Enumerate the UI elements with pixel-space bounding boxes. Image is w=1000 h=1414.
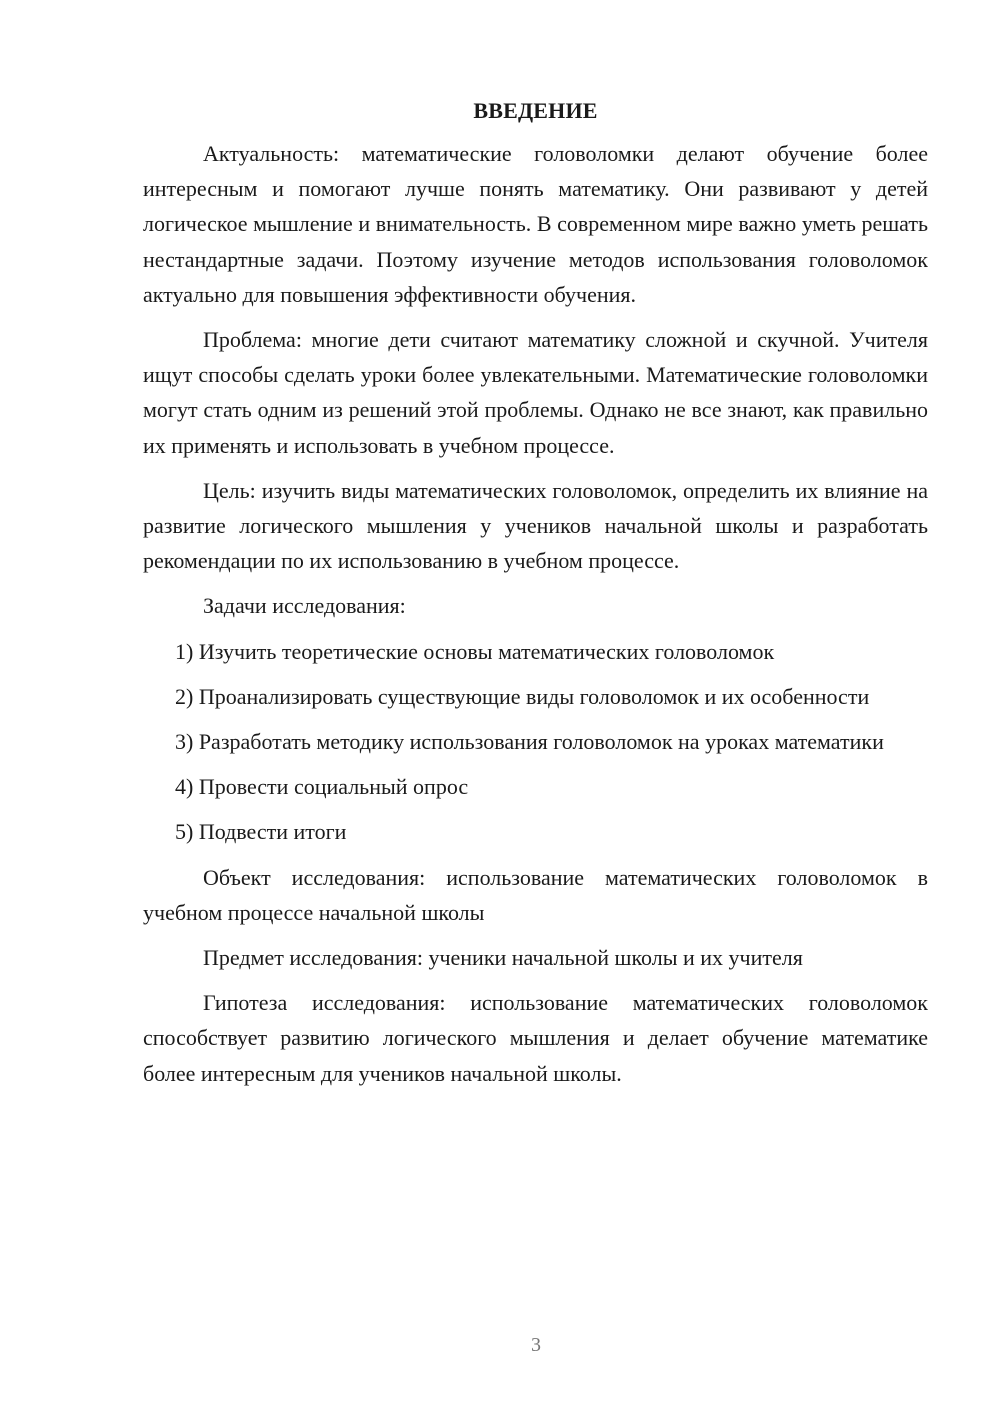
paragraph-relevance: Актуальность: математические головоломки делают обучение более интересным и помогают лучше понять математику. Они развивают у детей логическое мышление и внимательность. В современном мире важно уметь решать нестандартные задачи. Поэтому изучение методов использования головоломок актуально для повышения эффективности обучения.: [143, 141, 928, 307]
paragraph-subject: Предмет исследования: ученики начальной школы и их учителя: [203, 945, 803, 971]
page-title: ВВЕДЕНИЕ: [473, 98, 598, 123]
paragraph-goal: Цель: изучить виды математических головоломок, определить их влияние на развитие логического мышления у учеников начальной школы и разработать рекомендации по их использованию в учебном процессе.: [143, 477, 928, 574]
tasks-heading: Задачи исследования:: [203, 593, 406, 619]
paragraph-hypothesis: Гипотеза исследования: использование математических головоломок способствует развитию логического мышления и делает обучение математике более интересным для учеников начальной школы.: [143, 990, 928, 1086]
task-item-2: 2) Проанализировать существующие виды головоломок и их особенности: [175, 683, 870, 709]
task-item-1: 1) Изучить теоретические основы математических головоломок: [175, 638, 775, 664]
task-item-5: 5) Подвести итоги: [175, 819, 347, 845]
task-item-4: 4) Провести социальный опрос: [175, 774, 469, 800]
page-number: 3: [531, 1334, 541, 1356]
paragraph-problem: Проблема: многие дети считают математику сложной и скучной. Учителя ищут способы сделать уроки более увлекательными. Математические головоломки могут стать одним из решений этой проблемы. Однако не все знают, как правильно их применять и использовать в учебном процессе.: [143, 327, 928, 458]
task-item-3: 3) Разработать методику использования головоломок на уроках математики: [175, 729, 884, 755]
paragraph-object: Объект исследования: использование математических головоломок в учебном процессе начальной школы: [143, 864, 928, 925]
document-body: [143, 96, 928, 1101]
